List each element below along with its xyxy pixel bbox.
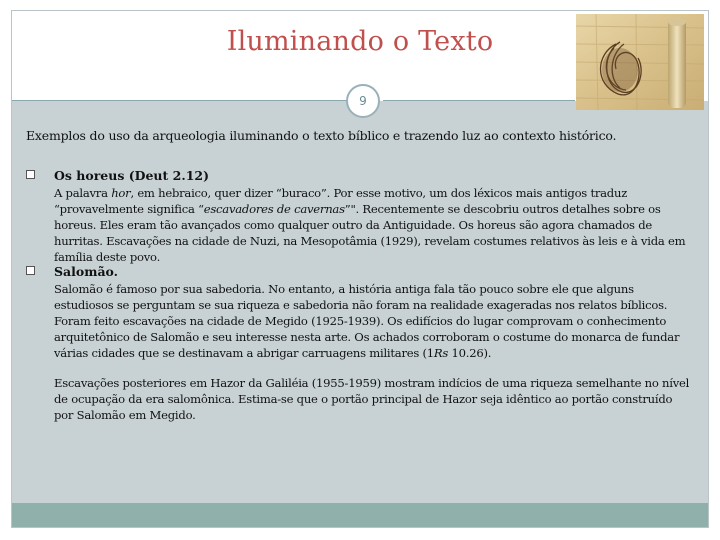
item-body (54, 281, 694, 423)
text-run: 10.26). (448, 346, 492, 360)
checkbox-bullet-icon (26, 170, 35, 179)
header-rule-left (12, 100, 347, 101)
text-run: Foram feito escavações na cidade de Megido (1925-1939). Os edifícios do lugar comprovam o conhecimento arquitetônico de Salomão e seu interesse nesta arte. Os achados corroboram o costume do monarca de fundar várias cidades que se destinavam a abrigar carruagens militares (1 (54, 314, 680, 360)
text-run-italic: Rs (433, 346, 449, 360)
page-number-badge: 9 (346, 84, 380, 118)
item-title: Os horeus (Deut 2.12) (54, 168, 209, 183)
text-run: , em hebraico, quer dizer “buraco”. Por esse motivo, um dos léxicos mais antigos traduz “provavelmente significa “ (54, 186, 628, 216)
item-title: Salomão. (54, 264, 119, 279)
checkbox-bullet-icon (26, 266, 35, 275)
papyrus-scroll-image (576, 14, 704, 110)
text-run-italic: hor (111, 186, 131, 200)
paragraph (54, 313, 694, 361)
footer-bar (12, 503, 708, 527)
header-rule-right (383, 100, 575, 101)
text-run: ”". Recentemente se descobriu outros detalhes sobre os horeus. Eles eram tão avançados como qualquer outro da Antiguidade. Os horeus são agora chamados de hurritas. Escavações na cidade de Nuzi, na Mesopotâmia (1929), revelam costumes relativos às leis e à vida em família deste povo. (54, 202, 686, 264)
slide-title: Iluminando o Texto (226, 26, 494, 57)
paragraph: Salomão é famoso por sua sabedoria. No entanto, a história antiga fala tão pouco sobre ele que alguns estudiosos se perguntam se sua riqueza e sabedoria não foram na realidade exageradas nos relatos bíblicos. (54, 282, 668, 312)
paragraph (54, 185, 694, 265)
text-run: A palavra (54, 186, 112, 200)
text-run-italic: escavadores de cavernas (203, 202, 345, 216)
paragraph: Escavações posteriores em Hazor da Galiléia (1955-1959) mostram indícios de uma riqueza semelhante no nível de ocupação da era salomônica. Estima-se que o portão principal de Hazor seja idêntico ao portão construído por Salomão em Megido. (54, 376, 690, 422)
item-body (54, 185, 694, 265)
intro-text: Exemplos do uso da arqueologia iluminando o texto bíblico e trazendo luz ao contexto histórico. (26, 128, 617, 143)
